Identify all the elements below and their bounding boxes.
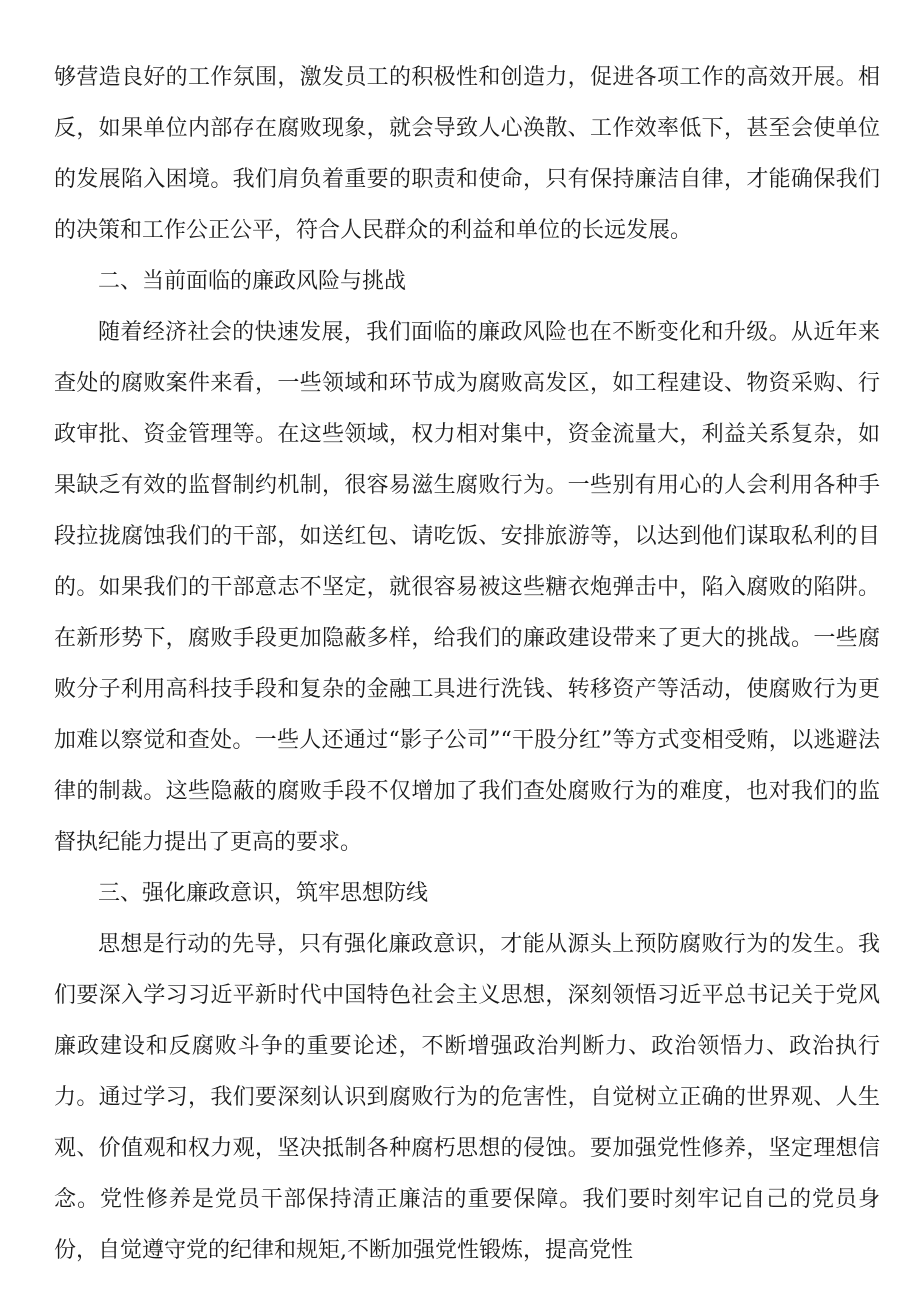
paragraph-intro: 够营造良好的工作氛围，激发员工的积极性和创造力，促进各项工作的高效开展。相反，如果单位内部存在腐败现象，就会导致人心涣散、工作效率低下，甚至会使单位的发展陷入困境。我们肩负着重要的职责和使命，只有保持廉洁自律，才能确保我们的决策和工作公正公平，符合人民群众的利益和单位的长远发展。 [54, 65, 880, 243]
paragraph-section-3: 思想是行动的先导，只有强化廉政意识，才能从源头上预防腐败行为的发生。我们要深入学习习近平新时代中国特色社会主义思想，深刻领悟习近平总书记关于党风廉政建设和反腐败斗争的重要论述，不断增强政治判断力、政治领悟力、政治执行力。通过学习，我们要深刻认识到腐败行为的危害性，自觉树立正确的世界观、人生观、价值观和权力观，坚决抵制各种腐朽思想的侵蚀。要加强党性修养，坚定理想信念。党性修养是党员干部保持清正廉洁的重要保障。我们要时刻牢记自己的党员身份，自觉遵守党的纪律和规矩,不断加强党性锻炼，提高党性 [54, 932, 880, 1263]
paragraph-section-2: 随着经济社会的快速发展，我们面临的廉政风险也在不断变化和升级。从近年来查处的腐败案件来看，一些领域和环节成为腐败高发区，如工程建设、物资采购、行政审批、资金管理等。在这些领域，权力相对集中，资金流量大，利益关系复杂，如果缺乏有效的监督制约机制，很容易滋生腐败行为。一些别有用心的人会利用各种手段拉拢腐蚀我们的干部，如送红包、请吃饭、安排旅游等，以达到他们谋取私利的目的。如果我们的干部意志不坚定，就很容易被这些糖衣炮弹击中，陷入腐败的陷阱。在新形势下，腐败手段更加隐蔽多样，给我们的廉政建设带来了更大的挑战。一些腐败分子利用高科技手段和复杂的金融工具进行洗钱、转移资产等活动，使腐败行为更加难以察觉和查处。一些人还通过“影子公司”“干股分红”等方式变相受贿，以逃避法律的制裁。这些隐蔽的腐败手段不仅增加了我们查处腐败行为的难度，也对我们的监督执纪能力提出了更高的要求。 [54, 320, 880, 855]
section-heading-3: 三、强化廉政意识，筑牢思想防线 [98, 881, 429, 906]
section-heading-2: 二、当前面临的廉政风险与挑战 [98, 269, 407, 294]
document-body [54, 52, 880, 1276]
